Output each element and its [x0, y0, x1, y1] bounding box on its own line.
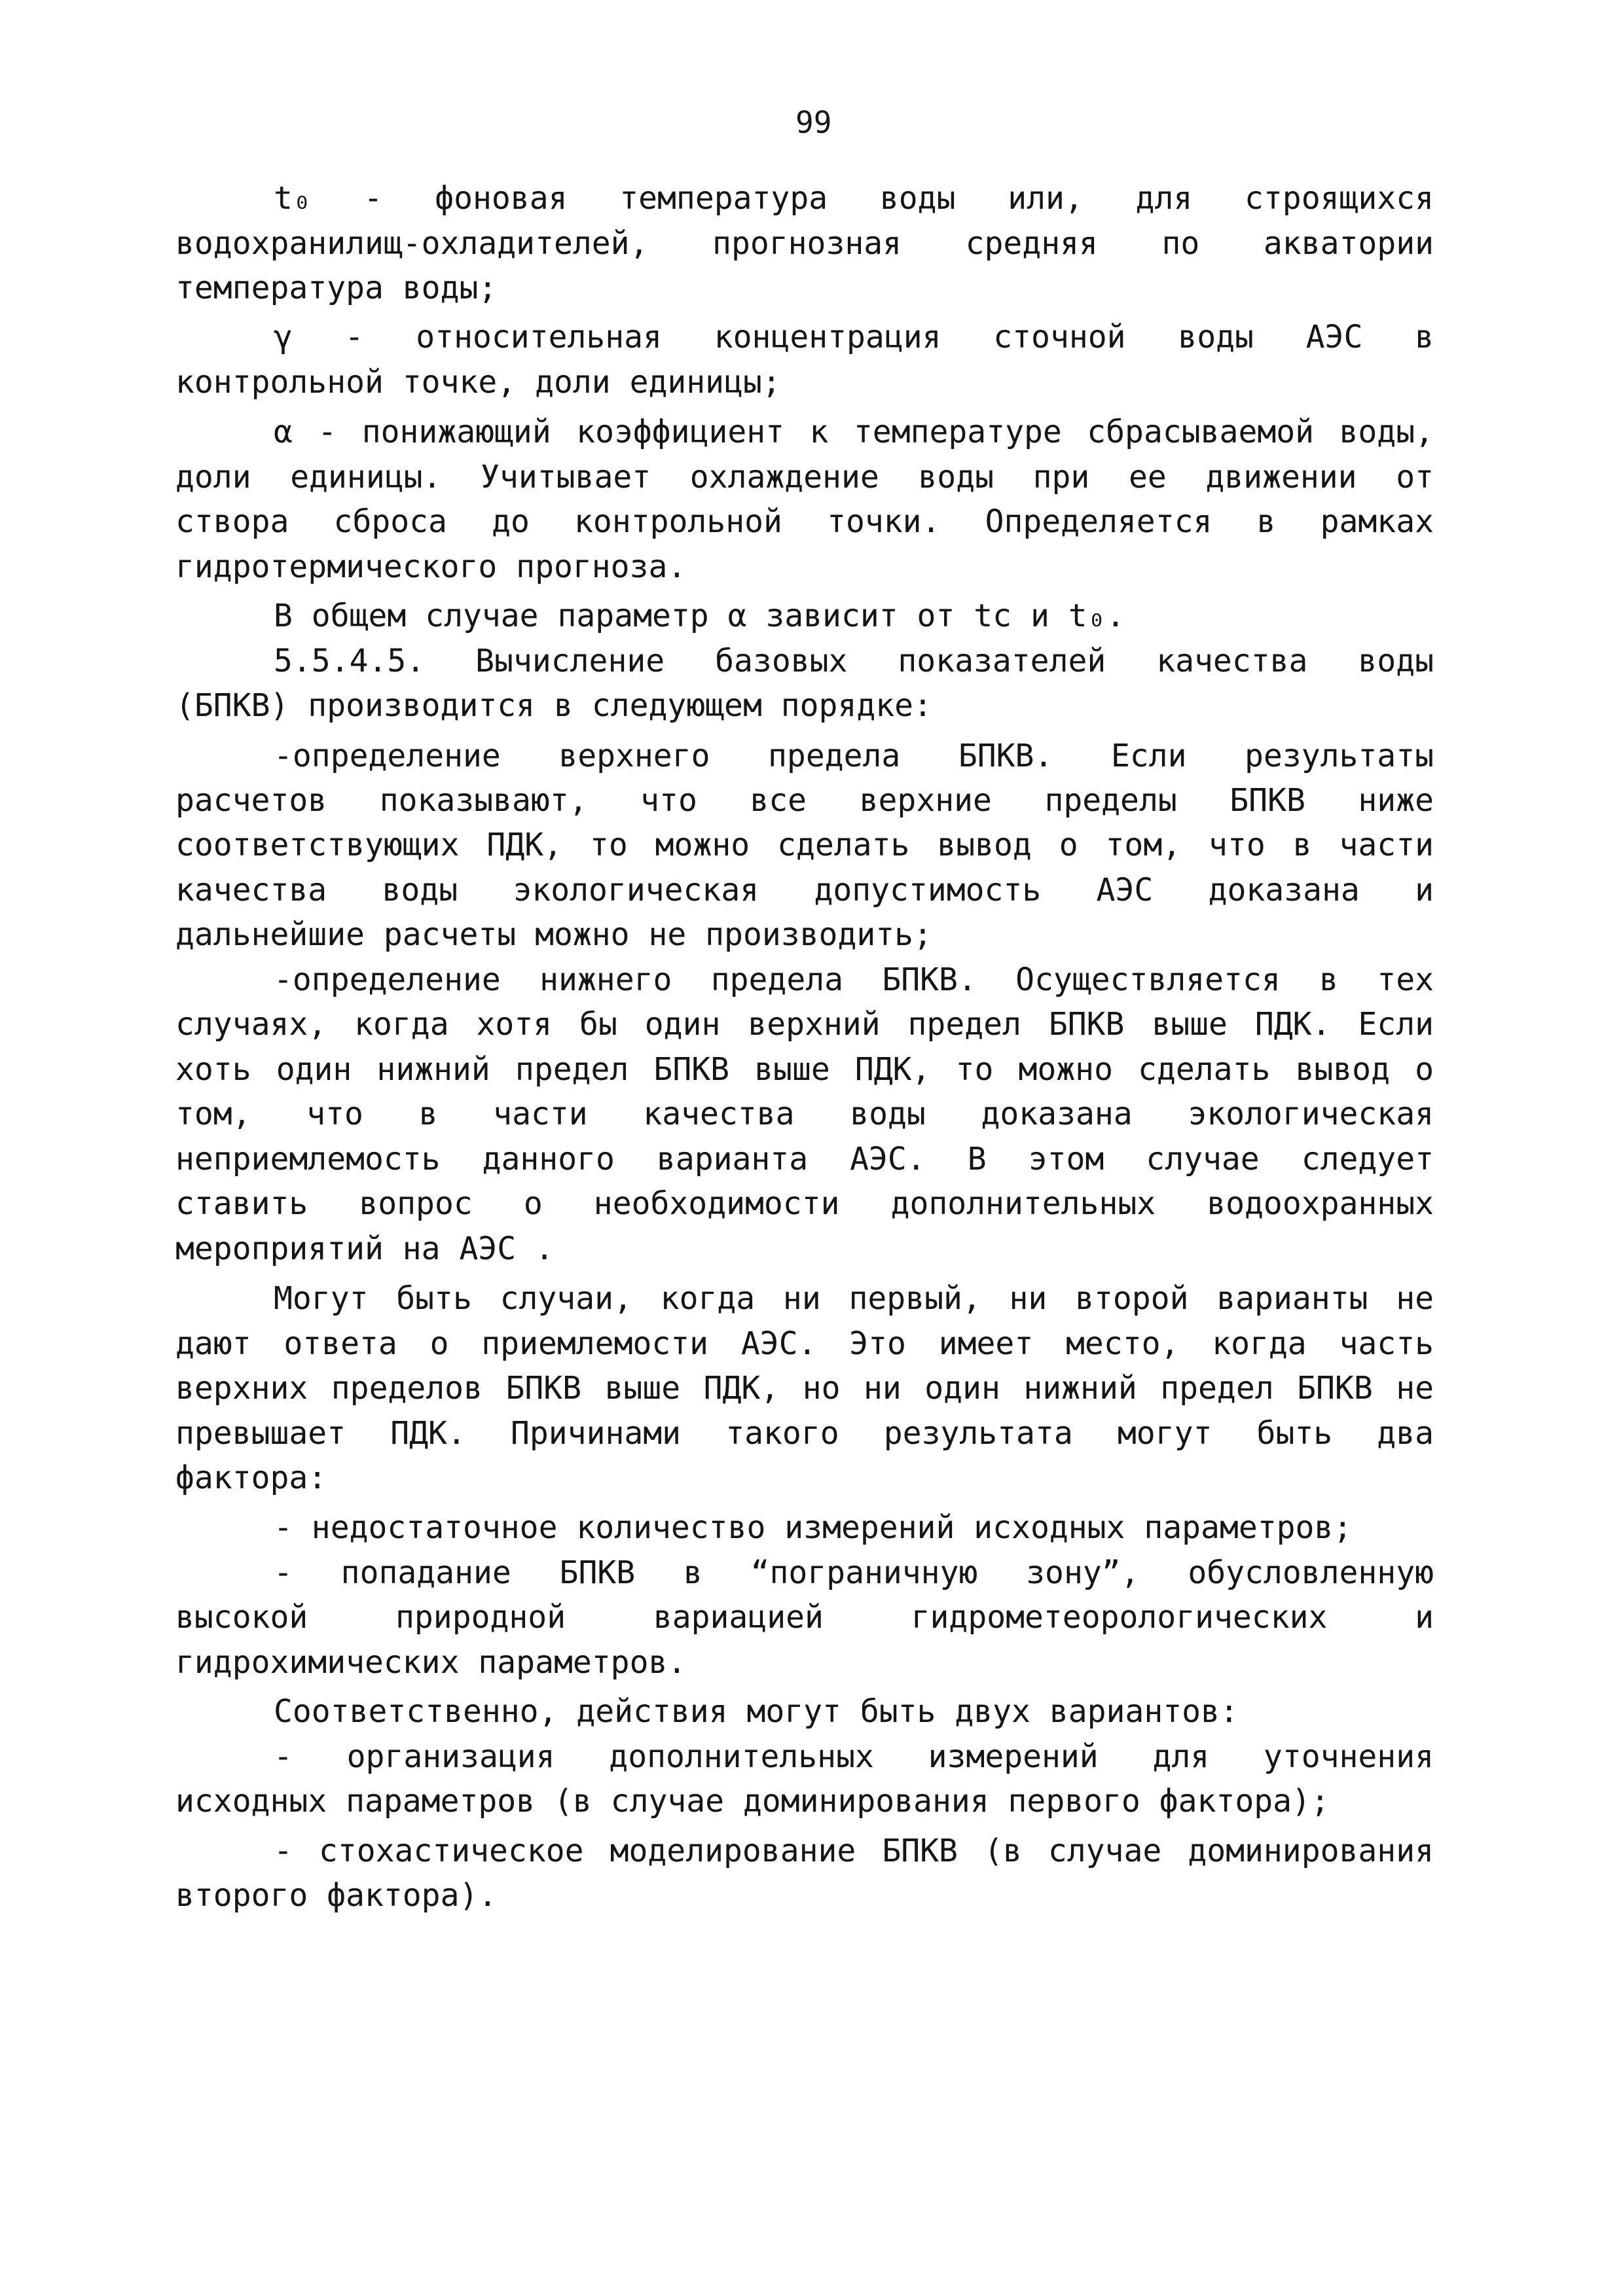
text-line: - организация дополнительных измерений для уточнения [274, 1738, 1434, 1775]
text-line: (БПКВ) производится в следующем порядке: [175, 687, 932, 724]
text-line: Соответственно, действия могут быть двух вариантов: [274, 1693, 1239, 1730]
text-line: t₀ - фоновая температура воды или, для строящихся [274, 180, 1434, 217]
text-line: высокой природной вариацией гидрометеорологических и [175, 1599, 1434, 1636]
text-line: -определение верхнего предела БПКВ. Если результаты [274, 738, 1434, 774]
text-line: второго фактора). [175, 1877, 498, 1914]
text-line: - стохастическое моделирование БПКВ (в случае доминирования [274, 1833, 1434, 1869]
text-line: том, что в части качества воды доказана экологическая [175, 1096, 1434, 1132]
text-line: контрольной точке, доли единицы; [175, 364, 781, 401]
text-line: гидротермического прогноза. [175, 548, 687, 585]
text-line: дают ответа о приемлемости АЭС. Это имеет место, когда часть [175, 1325, 1434, 1362]
text-line: дальнейшие расчеты можно не производить; [175, 916, 932, 953]
text-line: расчетов показывают, что все верхние пределы БПКВ ниже [175, 782, 1434, 819]
text-line: В общем случае параметр α зависит от tc и t₀. [274, 598, 1125, 634]
text-line: - попадание БПКВ в “пограничную зону”, обусловленную [274, 1554, 1434, 1591]
text-line: Могут быть случаи, когда ни первый, ни второй варианты не [274, 1280, 1434, 1317]
page-number: 99 [795, 105, 832, 140]
text-line: водохранилищ-охладителей, прогнозная средняя по акватории [175, 225, 1434, 262]
text-line: верхних пределов БПКВ выше ПДК, но ни один нижний предел БПКВ не [175, 1370, 1434, 1407]
text-line: качества воды экологическая допустимость АЭС доказана и [175, 872, 1434, 908]
text-line: соответствующих ПДК, то можно сделать вывод о том, что в части [175, 827, 1434, 863]
text-line: 5.5.4.5. Вычисление базовых показателей качества воды [274, 643, 1434, 679]
text-line: - недостаточное количество измерений исходных параметров; [274, 1509, 1353, 1546]
text-line: фактора: [175, 1460, 327, 1496]
text-line: хоть один нижний предел БПКВ выше ПДК, то можно сделать вывод о [175, 1051, 1434, 1088]
text-line: превышает ПДК. Причинами такого результата могут быть два [175, 1415, 1434, 1452]
text-line: гидрохимических параметров. [175, 1644, 687, 1681]
text-line: створа сброса до контрольной точки. Определяется в рамках [175, 503, 1434, 540]
text-line: α - понижающий коэффициент к температуре сбрасываемой воды, [274, 414, 1434, 450]
text-line: температура воды; [175, 270, 498, 306]
text-line: доли единицы. Учитывает охлаждение воды при ее движении от [175, 459, 1434, 495]
text-line: -определение нижнего предела БПКВ. Осуществляется в тех [274, 961, 1434, 998]
text-line: случаях, когда хотя бы один верхний предел БПКВ выше ПДК. Если [175, 1006, 1434, 1043]
text-line: мероприятий на АЭС . [175, 1230, 554, 1267]
text-line: γ - относительная концентрация сточной воды АЭС в [274, 319, 1434, 355]
text-line: неприемлемость данного варианта АЭС. В этом случае следует [175, 1141, 1434, 1177]
text-line: ставить вопрос о необходимости дополнительных водоохранных [175, 1185, 1434, 1222]
text-line: исходных параметров (в случае доминирования первого фактора); [175, 1783, 1330, 1820]
